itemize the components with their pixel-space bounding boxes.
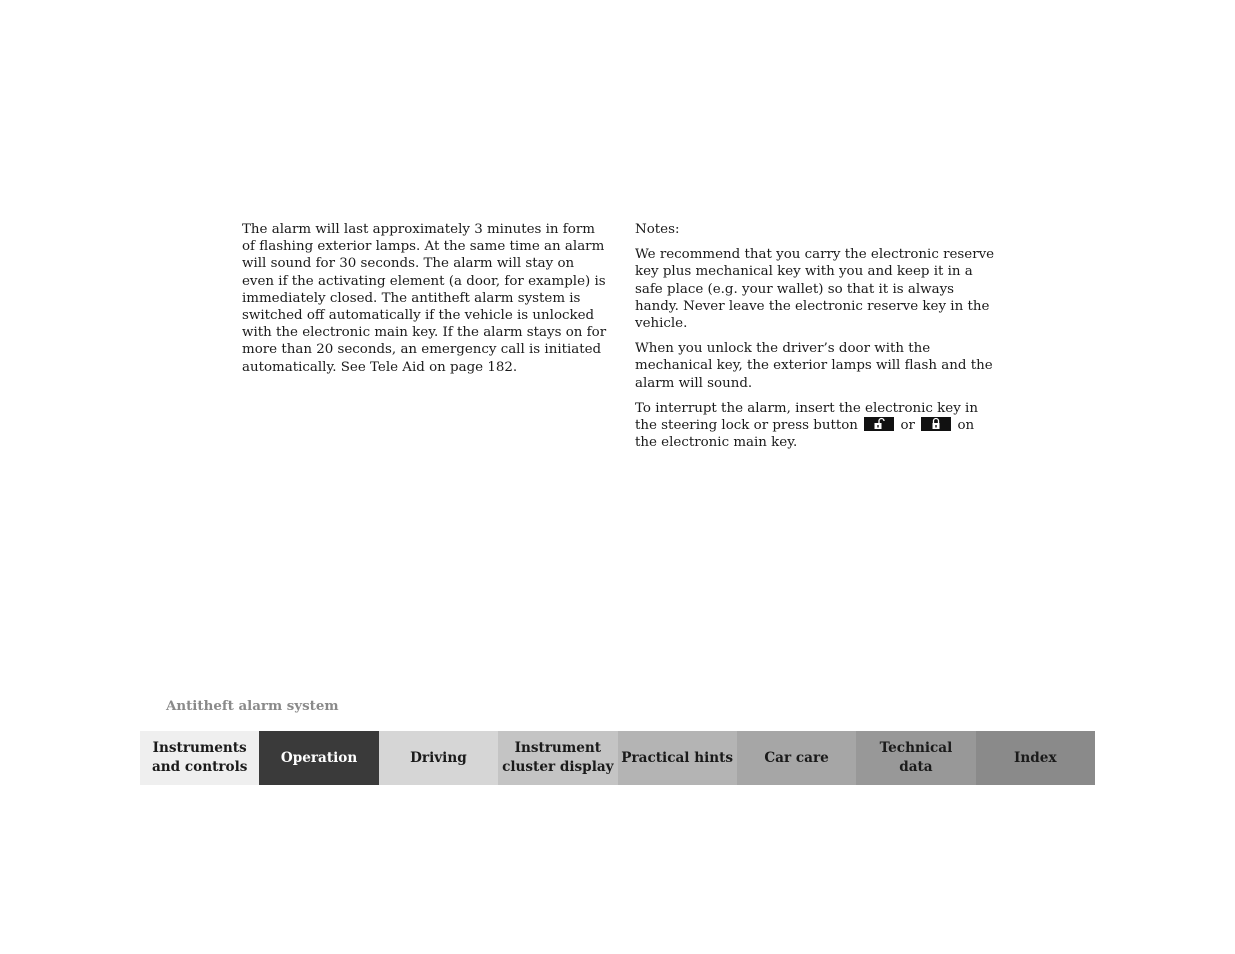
- tab-practical-hints[interactable]: Practical hints: [618, 731, 737, 785]
- notes-heading: Notes:: [635, 222, 680, 237]
- chapter-nav-bar: [140, 731, 1095, 785]
- tab-car-care[interactable]: Car care: [737, 731, 856, 785]
- left-column: [242, 221, 607, 376]
- note-interrupt-alarm: [635, 400, 1000, 452]
- notes-column: [635, 221, 1000, 451]
- note-mechanical-key: When you unlock the driver’s door with the mechanical key, the exterior lamps will flash and the alarm will sound.: [635, 341, 993, 391]
- note-reserve-key: We recommend that you carry the electronic reserve key plus mechanical key with you and keep it in a safe place (e.g. your wallet) so that it is always handy. Never leave the electronic reserve key in the vehicle.: [635, 247, 995, 332]
- section-title: Antitheft alarm system: [166, 698, 339, 714]
- tab-instruments-and-controls[interactable]: Instruments and controls: [140, 731, 259, 785]
- tab-operation[interactable]: Operation: [259, 731, 378, 785]
- lock-icon: [921, 417, 951, 431]
- note-interrupt-or: or: [900, 418, 915, 434]
- tab-instrument-cluster-display[interactable]: Instrument cluster display: [498, 731, 617, 785]
- alarm-duration-paragraph: The alarm will last approximately 3 minutes in form of flashing exterior lamps. At the same time an alarm will sound for 30 seconds. The alarm will stay on even if the activating element (a door, for example) is immediately closed. The antitheft alarm system is switched off automatically if the vehicle is unlocked with the electronic main key. If the alarm stays on for more than 20 seconds, an emergency call is initiated automatically. See Tele Aid on page 182.: [242, 222, 607, 375]
- note-interrupt-text-after: on the electronic main key.: [635, 418, 975, 451]
- note-interrupt-text-before: To interrupt the alarm, insert the electronic key in the steering lock or press button: [635, 400, 978, 434]
- unlock-icon: [864, 417, 894, 431]
- tab-index[interactable]: Index: [976, 731, 1095, 785]
- tab-technical-data[interactable]: Technical data: [856, 731, 975, 785]
- tab-driving[interactable]: Driving: [379, 731, 498, 785]
